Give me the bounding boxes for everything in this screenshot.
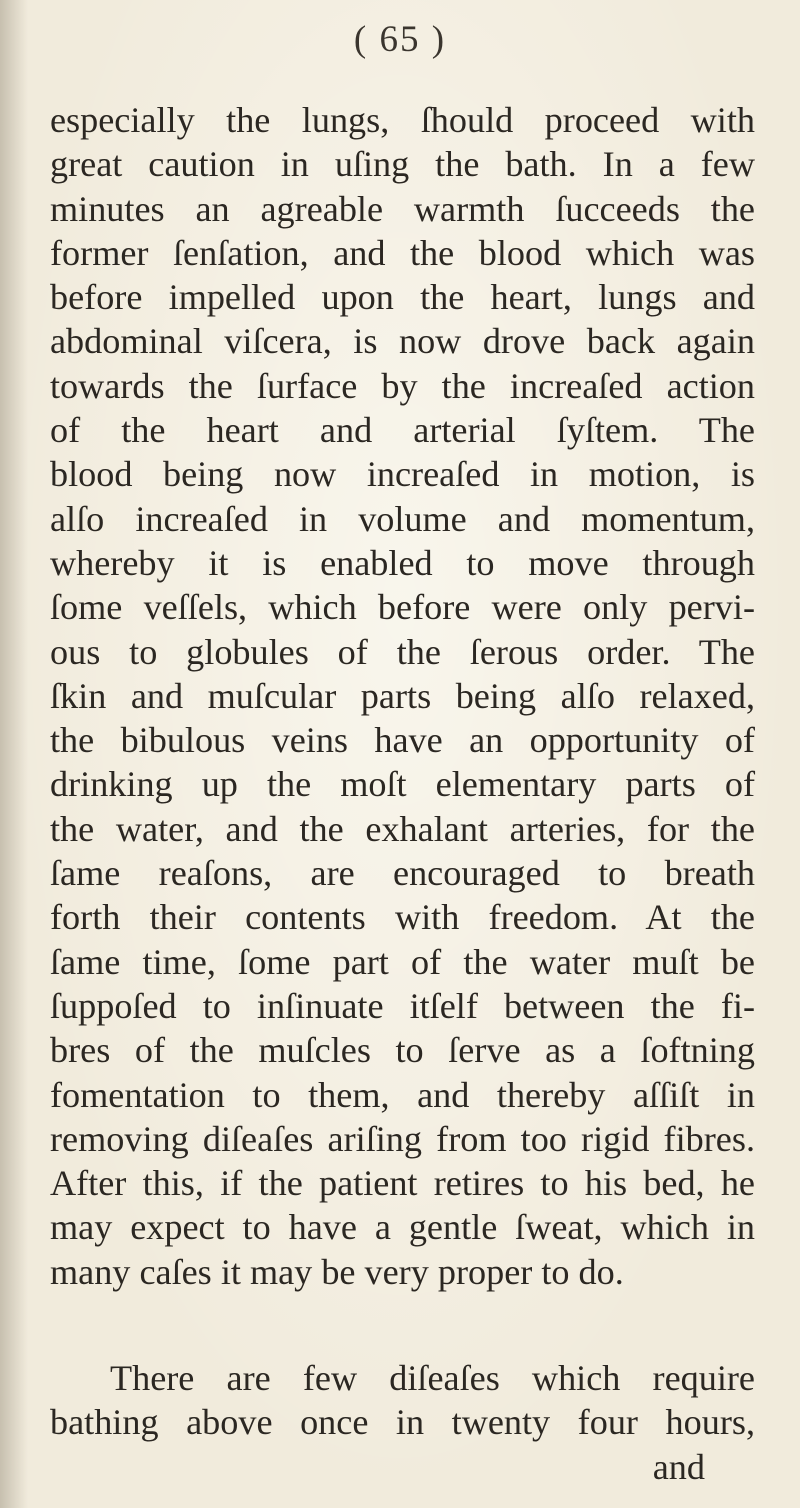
text-line: may expect to have a gentle ſweat, which in xyxy=(50,1207,755,1248)
text-line: ſame time, ſome part of the water muſt be xyxy=(50,941,755,982)
text-line: ſome veſſels, which before were only pervi- xyxy=(50,587,755,628)
text-line: After this, if the patient retires to his bed, he xyxy=(50,1163,755,1204)
text-line: abdominal viſcera, is now drove back again xyxy=(50,321,755,362)
text-line: the water, and the exhalant arteries, for the xyxy=(50,808,755,849)
text-line: forth their contents with freedom. At the xyxy=(50,897,755,938)
text-line: former ſenſation, and the blood which was xyxy=(50,232,755,273)
text-line: ſame reaſons, are encouraged to breath xyxy=(50,853,755,894)
text-line: whereby it is enabled to move through xyxy=(50,542,755,583)
text-line: bres of the muſcles to ſerve as a ſoftning xyxy=(50,1030,755,1071)
paragraph-gap xyxy=(50,1294,755,1356)
text-line: many caſes it may be very proper to do. xyxy=(50,1251,624,1292)
text-line: minutes an agreable warmth ſucceeds the xyxy=(50,188,755,229)
body-text xyxy=(50,98,755,1489)
text-line: bathing above once in twenty four hours, xyxy=(50,1402,755,1443)
text-line: ſkin and muſcular parts being alſo relaxed, xyxy=(50,675,755,716)
text-line: blood being now increaſed in motion, is xyxy=(50,454,755,495)
text-line: of the heart and arterial ſyſtem. The xyxy=(50,410,755,451)
gutter-shadow xyxy=(0,0,28,1508)
catchword: and xyxy=(652,1446,705,1487)
paragraph-1 xyxy=(50,98,755,1294)
text-line: removing diſeaſes ariſing from too rigid fibres. xyxy=(50,1118,755,1159)
paragraph-2 xyxy=(50,1356,755,1445)
text-line: There are few diſeaſes which require xyxy=(110,1358,755,1399)
text-line: great caution in uſing the bath. In a few xyxy=(50,144,755,185)
text-line: towards the ſurface by the increaſed action xyxy=(50,365,755,406)
text-line: ſuppoſed to inſinuate itſelf between the fi- xyxy=(50,985,755,1026)
text-line: drinking up the moſt elementary parts of xyxy=(50,764,755,805)
text-line: especially the lungs, ſhould proceed with xyxy=(50,100,755,140)
text-line: ous to globules of the ſerous order. The xyxy=(50,631,755,672)
text-line: the bibulous veins have an opportunity of xyxy=(50,720,755,761)
text-line: before impelled upon the heart, lungs and xyxy=(50,277,755,318)
page-number: ( 65 ) xyxy=(353,19,447,60)
text-line: fomentation to them, and thereby aſſiſt in xyxy=(50,1074,755,1115)
text-line: alſo increaſed in volume and momentum, xyxy=(50,498,755,539)
